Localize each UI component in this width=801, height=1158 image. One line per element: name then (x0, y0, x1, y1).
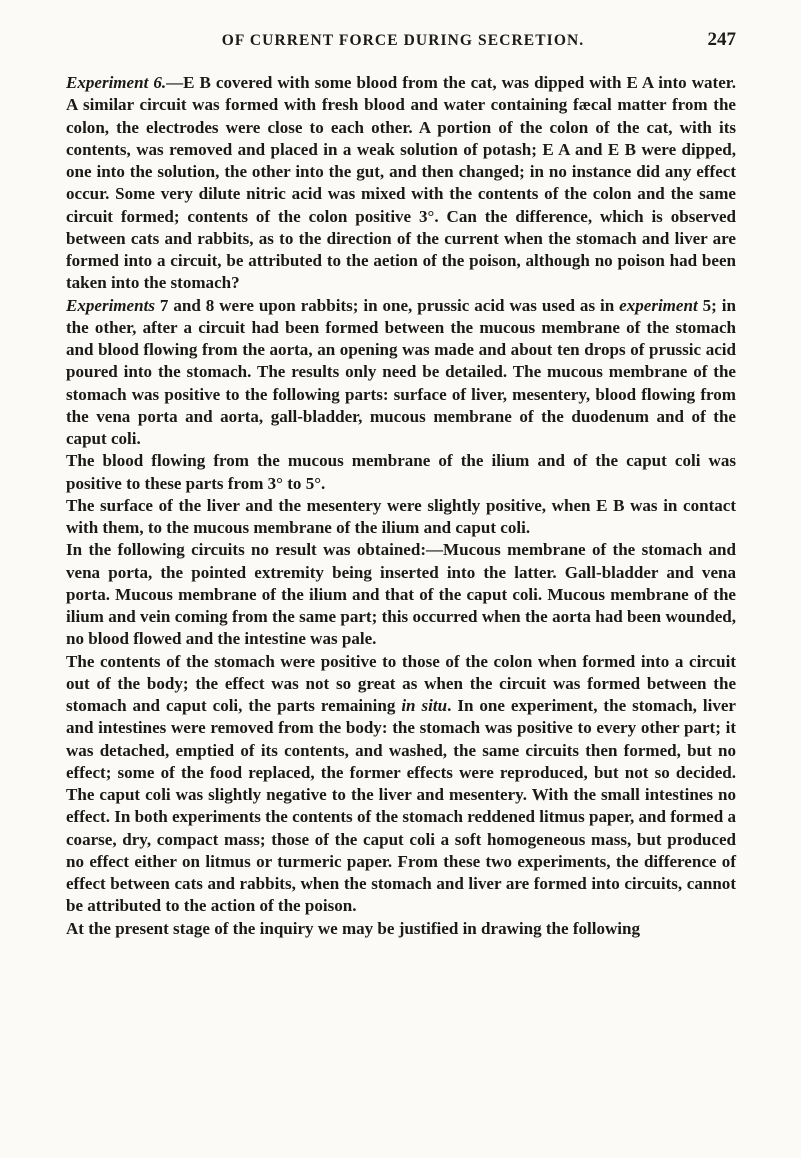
running-head (66, 29, 740, 54)
paragraph-text: —E B covered with some blood from the cat, was dipped with E A into water. A similar circuit was formed with fresh blood and water containing fæcal matter from the colon, the electrodes were close to each other. A portion of the colon of the cat, with its contents, was removed and placed in a weak solution of potash; E A and E B were dipped, one into the solution, the other into the gut, and then changed; in no instance did any effect occur. Some very dilute nitric acid was mixed with the contents of the colon and the same circuit formed; contents of the colon positive 3°. Can the difference, which is observed between cats and rabbits, as to the direction of the current when the stomach and liver are formed into a circuit, be attributed to the aetion of the poison, although no poison had been taken into the stomach? (66, 73, 737, 293)
experiment-heading: Experiment 6. (66, 73, 167, 92)
page-number: 247 (707, 29, 736, 50)
body-text (66, 72, 736, 940)
paragraph-stomach-contents (66, 651, 736, 918)
paragraph-experiments-7-8 (66, 295, 736, 451)
experiment-heading: Experiments (66, 295, 155, 315)
paragraph-text: 7 and 8 were upon rabbits; in one, prussic acid was used as in (154, 295, 620, 315)
paragraph-text: In the following circuits no result was obtained:—Mucous membrane of the stomach and vena porta, the pointed extremity being inserted into the latter. Gall-bladder and vena porta. Mucous membrane of the ilium and that of the caput coli. Mucous membrane of the ilium and vein coming from the same part; this occurred when the aorta had been wounded, no blood flowed and the intestine was pale. (66, 540, 736, 649)
paragraph-experiment-6 (66, 72, 736, 295)
paragraph-text: The blood flowing from the mucous membrane of the ilium and of the caput coli was positive to these parts from 3° to 5°. (66, 451, 736, 493)
italic-word: experiment (619, 295, 698, 315)
paragraph-liver-mesentery (66, 495, 736, 540)
running-title: OF CURRENT FORCE DURING SECRETION. (221, 32, 585, 49)
italic-phrase: in situ (401, 696, 448, 715)
paragraph-conclusion-start (66, 918, 736, 940)
paragraph-text: 5; in the other, after a circuit had been formed between the mucous membrane of the stomach and blood flowing from the aorta, an opening was made and about ten drops of prussic acid poured into the stomach. The results only need be detailed. The mucous membrane of the stomach was positive to the following parts: surface of liver, mesentery, blood flowing from the vena porta and aorta, gall-bladder, mucous membrane of the duodenum and of the caput coli. (66, 295, 736, 448)
paragraph-no-result (66, 539, 736, 650)
paragraph-text: At the present stage of the inquiry we may be justified in drawing the following (66, 918, 641, 938)
paragraph-text: The surface of the liver and the mesentery were slightly positive, when E B was in contact with them, to the mucous membrane of the ilium and caput coli. (66, 495, 736, 537)
paragraph-text: . In one experiment, the stomach, liver and intestines were removed from the body: the stomach was positive to every other part; it was detached, emptied of its contents, and washed, the same circuits then formed, but no effect; some of the food replaced, the former effects were reproduced, but not so decided. The caput coli was slightly negative to the liver and mesentery. With the small intestines no effect. In both experiments the contents of the stomach reddened litmus paper, and formed a coarse, dry, compact mass; those of the caput coli a soft homogeneous mass, but produced no effect either on litmus or turmeric paper. From these two experiments, the difference of effect between cats and rabbits, when the stomach and liver are formed into circuits, cannot be attributed to the action of the poison. (66, 696, 736, 916)
paragraph-ilium-blood (66, 450, 736, 495)
paragraph-text: The contents of the stomach were positive to those of the colon when formed into a circuit out of the body; the effect was not so great as when the circuit was formed between the stomach and caput coli, the parts remaining (66, 651, 736, 715)
